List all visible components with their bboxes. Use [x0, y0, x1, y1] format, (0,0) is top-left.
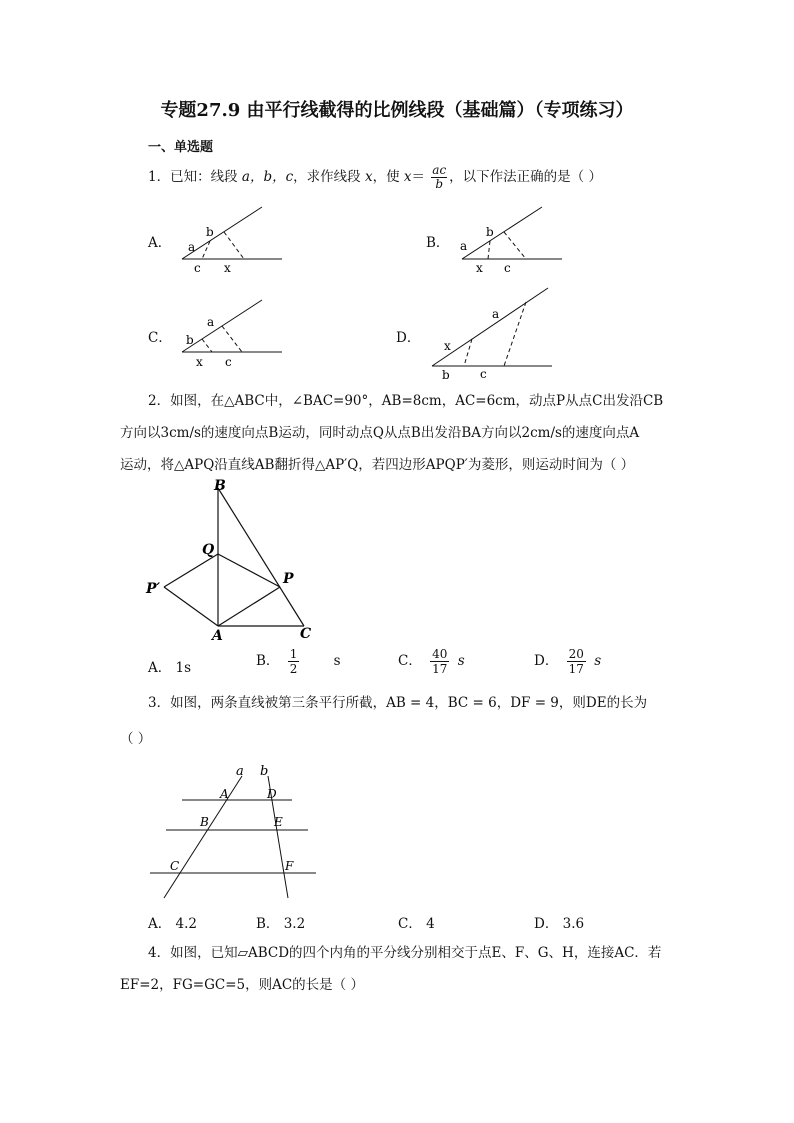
q1-fraction-num: ac: [432, 163, 447, 177]
question-2-line-1: 2．如图，在△ABC中，∠BAC=90°，AB=8cm，AC=6cm，动点P从点C出发沿CB: [148, 393, 664, 409]
q3-option-d-value: 3.6: [562, 916, 585, 932]
q1d-label-c: c: [480, 367, 487, 381]
q1-fraction-den: b: [435, 177, 444, 191]
q2-option-c-unit: s: [457, 653, 465, 669]
q1a-label-b: b: [206, 225, 214, 239]
q2-option-d-unit: s: [594, 653, 602, 669]
question-3-line-2: （ ）: [120, 731, 152, 747]
q1b-label-b: b: [486, 225, 494, 239]
section-heading: 一、单选题: [148, 140, 214, 155]
q1a-label-a: a: [188, 240, 196, 254]
q2-option-c-num: 40: [432, 647, 448, 661]
q1-option-a-letter: A．: [148, 235, 172, 251]
q1a-label-c: c: [194, 261, 201, 275]
q2-option-b-num: 1: [289, 647, 298, 661]
question-3-line-1: 3．如图，两条直线被第三条平行所截，AB = 4，BC = 6，DF = 9，则DE的长为: [148, 695, 648, 711]
q2-option-d-letter: D．: [534, 653, 559, 669]
q1-x: x: [364, 169, 373, 185]
q1-option-b-figure: [456, 200, 566, 278]
q2-option-b-den: 2: [289, 662, 298, 676]
q2-label-C: C: [300, 626, 312, 642]
q3-label-F: F: [285, 859, 294, 873]
q1-option-d-figure: [428, 284, 558, 382]
question-4-line-1: 4．如图，已知▱ABCD的四个内角的平分线分别相交于点E、F、G、H，连接AC．若: [148, 945, 662, 961]
q2-figure: [140, 474, 330, 644]
q2-option-b-letter: B．: [256, 653, 280, 669]
q1-eq: ＝: [411, 169, 425, 185]
q3-option-d: [534, 912, 584, 932]
q1c-label-x: x: [196, 355, 203, 369]
q3-option-d-letter: D．: [534, 916, 559, 932]
q3-label-E: E: [274, 815, 283, 829]
q2-option-d-fraction: [567, 647, 586, 676]
q3-option-b-letter: B．: [256, 916, 280, 932]
q1-xeq: x: [403, 169, 412, 185]
q1c-label-a: a: [207, 315, 215, 329]
q3-label-C: C: [170, 859, 180, 873]
q2-option-d-num: 20: [568, 647, 584, 661]
q1d-label-a: a: [492, 307, 500, 321]
q1d-label-b: b: [442, 368, 450, 382]
q2-option-a: [148, 656, 191, 676]
q1b-label-a: a: [460, 239, 468, 253]
q1-option-b-letter: B．: [426, 235, 450, 251]
q3-option-c-value: 4: [426, 916, 435, 932]
q2-option-a-text: 1s: [175, 660, 192, 676]
q1-make: ，使: [372, 169, 400, 185]
q1-fraction: [431, 164, 447, 191]
q3-label-D: D: [267, 787, 277, 801]
q2-option-a-letter: A．: [148, 660, 172, 676]
q3-label-line-a: a: [236, 764, 244, 779]
q2-option-d-den: 17: [568, 662, 584, 676]
question-4-line-2: EF=2，FG=GC=5，则AC的长是（ ）: [120, 977, 364, 993]
q3-label-line-b: b: [260, 764, 269, 779]
q3-option-c: [398, 912, 435, 932]
q2-option-c-den: 17: [432, 662, 448, 676]
q2-label-B: B: [214, 478, 226, 494]
q1c-label-c: c: [225, 355, 232, 369]
q1-option-c-letter: C．: [148, 330, 172, 346]
q1c-label-b: b: [186, 333, 194, 347]
q1-option-c-figure: [176, 296, 286, 374]
q1b-label-x: x: [476, 261, 483, 275]
q1-option-a-figure: [176, 200, 286, 278]
q3-option-c-letter: C．: [398, 916, 422, 932]
q3-label-B: B: [200, 815, 209, 829]
q2-label-P-prime: P′: [146, 581, 161, 597]
q3-option-a-letter: A．: [148, 916, 172, 932]
q3-option-b-value: 3.2: [283, 916, 306, 932]
q3-option-a: [148, 912, 197, 932]
q2-option-c-letter: C．: [398, 653, 422, 669]
q1-prefix: 1．已知：线段: [148, 169, 238, 185]
q1-option-d-letter: D．: [396, 330, 421, 346]
q1-suffix: ，以下作法正确的是（ ）: [449, 169, 602, 185]
q1a-label-x: x: [224, 261, 231, 275]
q1-mid: ，求作线段: [293, 169, 361, 185]
q2-option-b-unit: s: [333, 653, 341, 669]
q2-label-A: A: [212, 628, 223, 644]
question-2-line-3: 运动，将△APQ沿直线AB翻折得△AP′Q，若四边形APQP′为菱形，则运动时间为（ ）: [120, 457, 635, 473]
q3-option-a-value: 4.2: [175, 916, 198, 932]
q3-figure: [148, 760, 323, 905]
q3-label-A: A: [220, 787, 229, 801]
page-title: 专题27.9 由平行线截得的比例线段（基础篇）（专项练习）: [160, 100, 634, 121]
q1-abc: a，b，c: [241, 169, 294, 185]
q2-label-Q: Q: [202, 542, 215, 558]
q2-option-b-fraction: [288, 647, 300, 676]
q3-option-b: [256, 912, 305, 932]
q2-label-P: P: [283, 571, 294, 587]
q2-option-c: [398, 647, 465, 676]
q2-option-b: [256, 647, 341, 676]
q1d-label-x: x: [444, 339, 451, 353]
q2-option-c-fraction: [430, 647, 449, 676]
q1b-label-c: c: [504, 261, 511, 275]
q2-option-d: [534, 647, 601, 676]
question-1-stem: [148, 162, 602, 192]
question-2-line-2: 方向以3cm/s的速度向点B运动，同时动点Q从点B出发沿BA方向以2cm/s的速度向点A: [120, 425, 640, 441]
